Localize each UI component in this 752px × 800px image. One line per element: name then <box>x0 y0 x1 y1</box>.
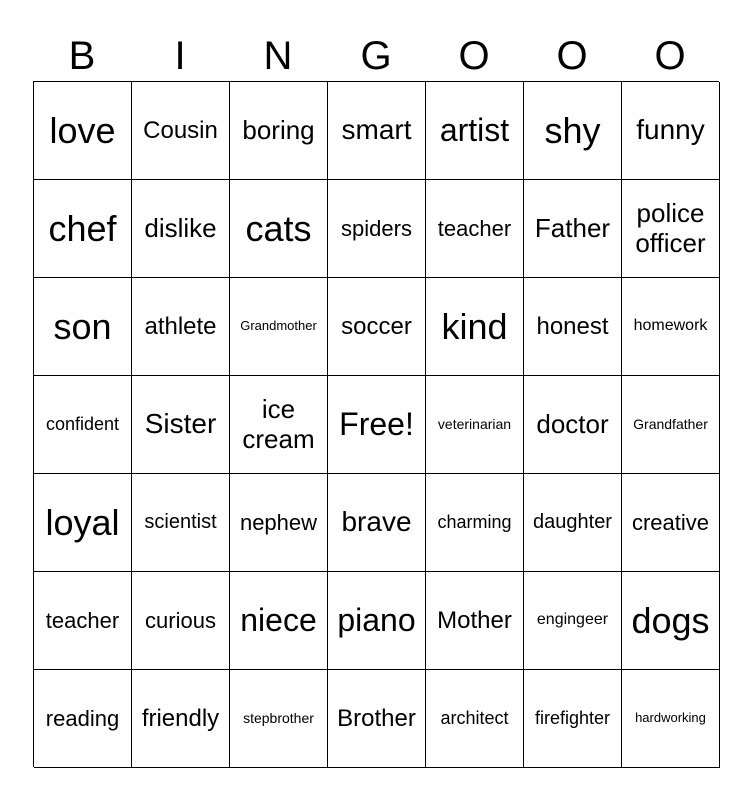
bingo-cell[interactable] <box>230 278 328 376</box>
bingo-cell[interactable] <box>524 180 622 278</box>
bingo-cell[interactable] <box>132 278 230 376</box>
bingo-cell[interactable] <box>34 376 132 474</box>
cell-word: Grandfather <box>633 416 708 433</box>
cell-word: son <box>53 305 112 347</box>
cell-word: Brother <box>337 704 416 732</box>
bingo-cell[interactable] <box>34 180 132 278</box>
bingo-cell[interactable] <box>328 278 426 376</box>
cell-word: honest <box>536 312 609 340</box>
bingo-cell[interactable] <box>34 474 132 572</box>
bingo-cell[interactable] <box>230 474 328 572</box>
bingo-cell[interactable] <box>328 670 426 768</box>
cell-word: smart <box>341 114 412 146</box>
cell-word: brave <box>341 506 412 538</box>
bingo-cell[interactable] <box>230 572 328 670</box>
bingo-cell[interactable] <box>328 572 426 670</box>
bingo-cell[interactable] <box>34 670 132 768</box>
bingo-cell[interactable] <box>622 180 720 278</box>
cell-word: Father <box>534 212 611 243</box>
bingo-cell[interactable] <box>426 572 524 670</box>
bingo-cell[interactable] <box>622 572 720 670</box>
bingo-cell[interactable] <box>328 82 426 180</box>
cell-word: cats <box>245 207 312 249</box>
bingo-cell[interactable] <box>328 376 426 474</box>
bingo-cell[interactable] <box>230 82 328 180</box>
cell-word: piano <box>337 602 416 639</box>
bingo-header <box>33 30 719 82</box>
cell-word: dogs <box>631 599 710 641</box>
bingo-cell[interactable] <box>524 278 622 376</box>
bingo-cell[interactable] <box>524 572 622 670</box>
bingo-cell[interactable] <box>34 82 132 180</box>
bingo-cell[interactable] <box>426 376 524 474</box>
cell-word: Mother <box>437 606 512 634</box>
bingo-cell[interactable] <box>328 474 426 572</box>
header-letter: O <box>654 34 686 78</box>
bingo-cell[interactable] <box>132 572 230 670</box>
cell-word: charming <box>437 512 512 533</box>
bingo-cell[interactable] <box>230 376 328 474</box>
cell-word: doctor <box>536 408 609 439</box>
header-letter: I <box>174 34 186 78</box>
bingo-cell[interactable] <box>34 278 132 376</box>
cell-word: love <box>49 109 116 151</box>
cell-word: police officer <box>635 197 706 258</box>
cell-word: Sister <box>144 408 217 440</box>
bingo-cell[interactable] <box>426 180 524 278</box>
cell-word: funny <box>636 114 705 146</box>
cell-word: niece <box>240 602 317 639</box>
header-letter: O <box>556 34 588 78</box>
cell-word: Cousin <box>143 116 218 144</box>
cell-word: confident <box>45 414 120 435</box>
cell-word: creative <box>631 509 710 535</box>
cell-word: soccer <box>341 312 412 340</box>
cell-word: curious <box>145 607 216 633</box>
cell-word: daughter <box>533 511 612 533</box>
bingo-cell[interactable] <box>524 82 622 180</box>
bingo-cell[interactable] <box>34 572 132 670</box>
cell-word: architect <box>440 708 509 729</box>
bingo-cell[interactable] <box>426 670 524 768</box>
cell-word: teacher <box>45 607 120 633</box>
bingo-board <box>33 81 719 767</box>
bingo-cell[interactable] <box>622 670 720 768</box>
cell-word: athlete <box>144 312 217 340</box>
bingo-cell[interactable] <box>426 278 524 376</box>
bingo-cell[interactable] <box>426 82 524 180</box>
bingo-cell[interactable] <box>132 474 230 572</box>
free-space: Free! <box>339 406 414 443</box>
cell-word: dislike <box>144 212 217 243</box>
bingo-cell[interactable] <box>622 474 720 572</box>
bingo-cell[interactable] <box>132 670 230 768</box>
cell-word: hardworking <box>635 710 706 726</box>
cell-word: veterinarian <box>437 416 512 433</box>
bingo-cell[interactable] <box>524 474 622 572</box>
cell-word: kind <box>441 305 508 347</box>
bingo-cell[interactable] <box>132 180 230 278</box>
bingo-cell[interactable] <box>132 82 230 180</box>
cell-word: nephew <box>239 509 318 535</box>
cell-word: artist <box>439 112 510 149</box>
bingo-cell[interactable] <box>524 670 622 768</box>
cell-word: boring <box>242 114 315 145</box>
header-letter: N <box>263 34 293 78</box>
cell-word: spiders <box>341 215 412 241</box>
cell-word: reading <box>45 705 120 731</box>
cell-word: ice cream <box>242 393 315 454</box>
bingo-cell[interactable] <box>132 376 230 474</box>
cell-word: firefighter <box>534 708 611 729</box>
bingo-cell[interactable] <box>426 474 524 572</box>
cell-word: teacher <box>437 215 512 241</box>
cell-word: scientist <box>144 511 217 533</box>
cell-word: chef <box>48 207 117 249</box>
header-letter: O <box>458 34 490 78</box>
cell-word: friendly <box>141 704 220 732</box>
cell-word: loyal <box>45 501 120 543</box>
bingo-cell[interactable] <box>328 180 426 278</box>
cell-word: shy <box>544 109 601 151</box>
bingo-cell[interactable] <box>622 278 720 376</box>
cell-word: homework <box>633 317 708 335</box>
header-letter: B <box>68 34 96 78</box>
cell-word: engingeer <box>536 611 609 629</box>
cell-word: stepbrother <box>243 710 314 727</box>
bingo-cell[interactable] <box>230 670 328 768</box>
cell-word: Grandmother <box>240 318 317 334</box>
bingo-cell[interactable] <box>622 82 720 180</box>
header-letter: G <box>360 34 392 78</box>
bingo-cell[interactable] <box>622 376 720 474</box>
bingo-cell[interactable] <box>524 376 622 474</box>
bingo-cell[interactable] <box>230 180 328 278</box>
